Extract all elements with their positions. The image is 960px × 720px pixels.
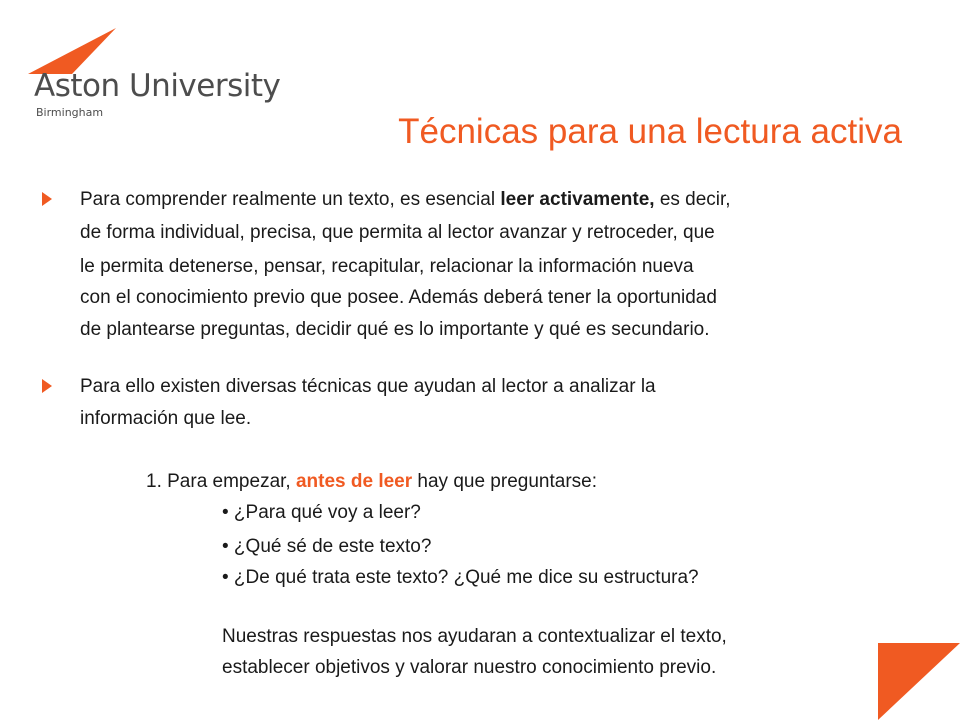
closing-line1: Nuestras respuestas nos ayudaran a contextualizar el texto, bbox=[222, 626, 727, 647]
step1-line: 1. Para empezar, antes de leer hay que preguntarse: bbox=[146, 471, 597, 492]
bullet1-line2: de forma individual, precisa, que permita al lector avanzar y retroceder, que bbox=[80, 222, 715, 243]
question-item: • ¿De qué trata este texto? ¿Qué me dice su estructura? bbox=[222, 567, 699, 588]
bullet1-line5: de plantearse preguntas, decidir qué es lo importante y qué es secundario. bbox=[80, 319, 710, 340]
bullet2-line2: información que lee. bbox=[80, 408, 252, 429]
bullet1-line3: le permita detenerse, pensar, recapitular, relacionar la información nueva bbox=[80, 256, 694, 277]
closing-line2: establecer objetivos y valorar nuestro conocimiento previo. bbox=[222, 657, 717, 678]
corner-triangle-icon bbox=[878, 643, 960, 720]
slide-title: Técnicas para una lectura activa bbox=[398, 112, 902, 151]
question-item: • ¿Qué sé de este texto? bbox=[222, 536, 432, 557]
emphasis-leer-activamente: leer activamente, bbox=[500, 189, 655, 210]
bullet2-line1: Para ello existen diversas técnicas que ayudan al lector a analizar la bbox=[80, 376, 656, 397]
arrow-bullet-icon bbox=[42, 379, 52, 393]
emphasis-antes-de-leer: antes de leer bbox=[295, 471, 413, 492]
logo-city: Birmingham bbox=[36, 106, 104, 119]
bullet1-line1: Para comprender realmente un texto, es esencial leer activamente, es decir, bbox=[80, 189, 731, 210]
arrow-bullet-icon bbox=[42, 192, 52, 206]
bullet1-line4: con el conocimiento previo que posee. Además deberá tener la oportunidad bbox=[80, 287, 717, 308]
logo-name: Aston University bbox=[34, 68, 281, 104]
question-item: • ¿Para qué voy a leer? bbox=[222, 502, 421, 523]
